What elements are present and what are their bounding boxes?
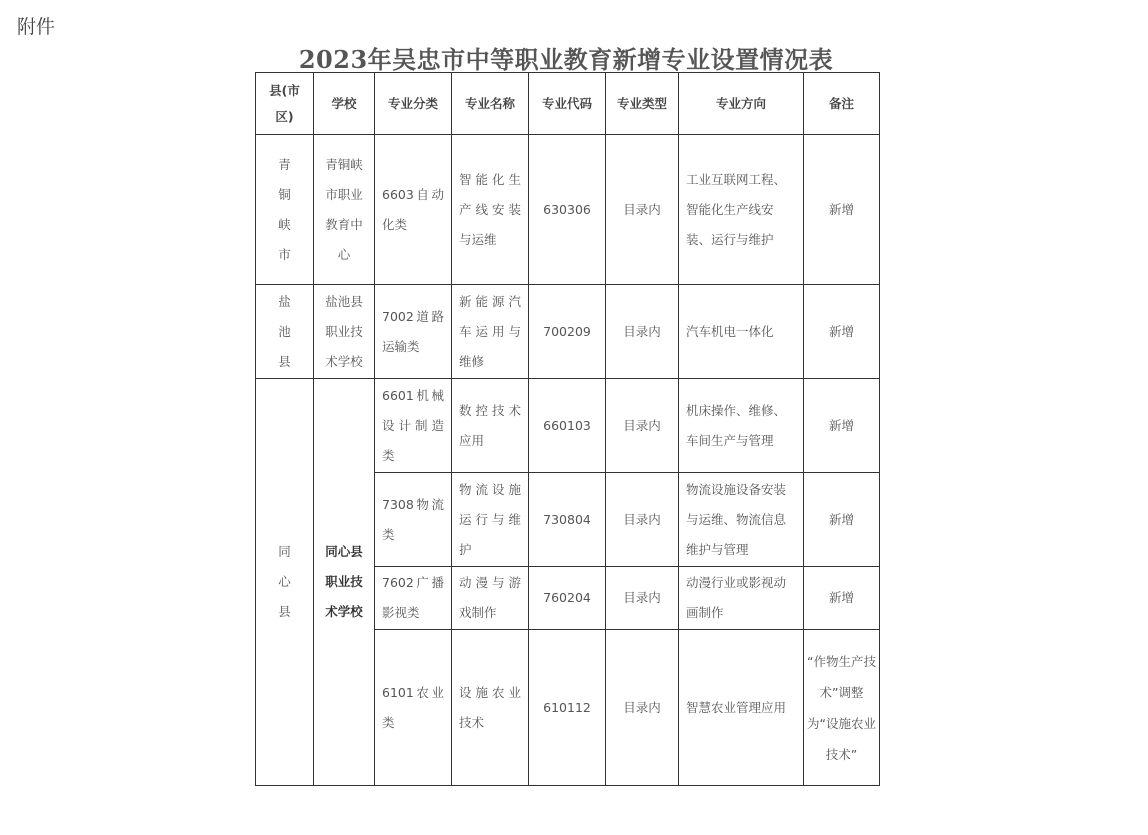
header-category: 专业分类	[375, 73, 452, 135]
category-cell: 6603自动化类	[375, 135, 452, 285]
code-cell: 760204	[529, 567, 606, 630]
name-cell: 物流设施运行与维护	[452, 473, 529, 567]
note-cell: 新增	[804, 379, 880, 473]
category-cell: 7002道路运输类	[375, 285, 452, 379]
code-cell: 610112	[529, 630, 606, 786]
header-county: 县(市区)	[256, 73, 314, 135]
attachment-label: 附件	[17, 16, 56, 38]
note-cell: 新增	[804, 135, 880, 285]
table-row	[256, 135, 880, 285]
direction-cell: 工业互联网工程、智能化生产线安装、运行与维护	[679, 135, 804, 285]
name-cell: 动漫与游戏制作	[452, 567, 529, 630]
code-cell: 630306	[529, 135, 606, 285]
category-cell: 6601机械设计制造类	[375, 379, 452, 473]
header-school: 学校	[314, 73, 375, 135]
direction-cell: 物流设施设备安装与运维、物流信息维护与管理	[679, 473, 804, 567]
code-cell: 730804	[529, 473, 606, 567]
type-cell: 目录内	[606, 285, 679, 379]
document-title: 2023年吴忠市中等职业教育新增专业设置情况表	[298, 45, 834, 74]
type-cell: 目录内	[606, 630, 679, 786]
school-cell: 青铜峡市职业教育中心	[314, 135, 375, 285]
note-cell: 新增	[804, 473, 880, 567]
table-row	[256, 379, 880, 473]
type-cell: 目录内	[606, 567, 679, 630]
name-cell: 数控技术应用	[452, 379, 529, 473]
category-cell: 6101农业类	[375, 630, 452, 786]
direction-cell: 智慧农业管理应用	[679, 630, 804, 786]
category-cell: 7602广播影视类	[375, 567, 452, 630]
code-cell: 660103	[529, 379, 606, 473]
category-cell: 7308物流类	[375, 473, 452, 567]
note-cell: 新增	[804, 285, 880, 379]
specialty-table	[255, 72, 880, 786]
school-cell: 同心县职业技术学校	[314, 379, 375, 786]
county-cell: 同心县	[256, 379, 314, 786]
header-note: 备注	[804, 73, 880, 135]
direction-cell: 动漫行业或影视动画制作	[679, 567, 804, 630]
type-cell: 目录内	[606, 379, 679, 473]
header-name: 专业名称	[452, 73, 529, 135]
name-cell: 智能化生产线安装与运维	[452, 135, 529, 285]
table-row	[256, 285, 880, 379]
header-row	[256, 73, 880, 135]
note-cell: “作物生产技术”调整为“设施农业技术”	[804, 630, 880, 786]
direction-cell: 机床操作、维修、车间生产与管理	[679, 379, 804, 473]
name-cell: 设施农业技术	[452, 630, 529, 786]
code-cell: 700209	[529, 285, 606, 379]
header-code: 专业代码	[529, 73, 606, 135]
type-cell: 目录内	[606, 135, 679, 285]
note-cell: 新增	[804, 567, 880, 630]
school-cell: 盐池县职业技术学校	[314, 285, 375, 379]
county-cell: 青铜峡市	[256, 135, 314, 285]
header-type: 专业类型	[606, 73, 679, 135]
county-cell: 盐池县	[256, 285, 314, 379]
name-cell: 新能源汽车运用与维修	[452, 285, 529, 379]
type-cell: 目录内	[606, 473, 679, 567]
header-direction: 专业方向	[679, 73, 804, 135]
direction-cell: 汽车机电一体化	[679, 285, 804, 379]
